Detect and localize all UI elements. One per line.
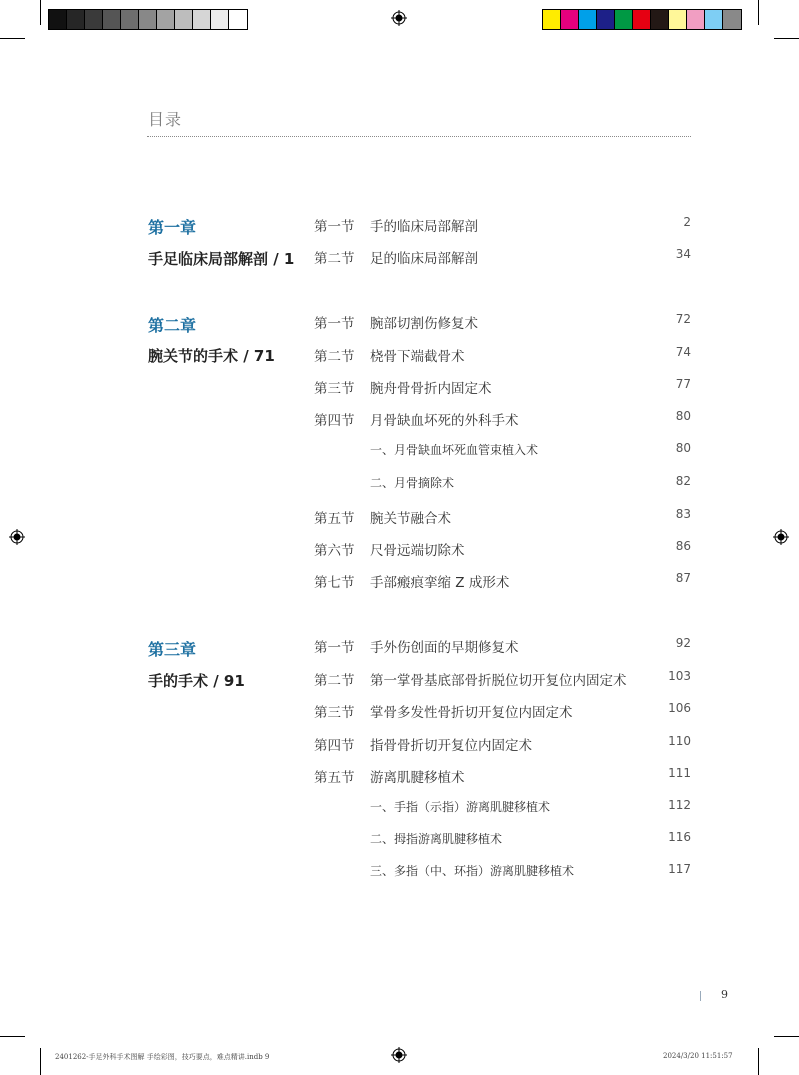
page-number-footer: 9: [721, 988, 728, 1001]
color-swatch: [193, 10, 211, 29]
toc-entry[interactable]: [314, 377, 691, 397]
registration-mark-icon: [391, 1047, 407, 1063]
entry-title: 尺骨远端切除术: [370, 543, 465, 559]
toc-entry[interactable]: [314, 507, 691, 527]
section-label: 第四节: [314, 413, 355, 429]
toc-subentry[interactable]: [314, 862, 691, 882]
page-number: 72: [675, 312, 691, 326]
folio-divider: [700, 991, 701, 1001]
registration-mark-icon: [391, 10, 407, 26]
entry-title: 足的临床局部解剖: [370, 251, 478, 267]
crop-mark: [40, 1048, 41, 1075]
toc-subentry[interactable]: [314, 441, 691, 461]
section-label: 第一节: [314, 640, 355, 656]
section-label: 第三节: [314, 381, 355, 397]
process-color-bar: [542, 9, 742, 30]
page-number: 111: [668, 766, 691, 780]
color-swatch: [597, 10, 615, 29]
color-swatch: [49, 10, 67, 29]
print-slug-filename: 2401262-手足外科手术图解 手绘彩图，技巧要点，难点精讲.indb 9: [55, 1053, 270, 1061]
section-label: 第一节: [314, 219, 355, 235]
entry-title: 一、手指（示指）游离肌腱移植术: [370, 800, 551, 814]
page-number: 106: [668, 701, 691, 715]
page-number: 74: [675, 345, 691, 359]
page-number: 110: [668, 734, 691, 748]
color-swatch: [175, 10, 193, 29]
toc-entry[interactable]: [314, 669, 691, 689]
crop-mark: [774, 1036, 799, 1037]
entry-title: 第一掌骨基底部骨折脱位切开复位内固定术: [370, 673, 627, 689]
page-number: 112: [668, 798, 691, 812]
page-number: 80: [675, 409, 691, 423]
section-label: 第二节: [314, 349, 355, 365]
color-swatch: [687, 10, 705, 29]
toc-title: 目录: [148, 110, 183, 129]
toc-subentry[interactable]: [314, 798, 691, 818]
color-swatch: [561, 10, 579, 29]
entry-title: 二、月骨摘除术: [370, 476, 455, 490]
registration-mark-icon: [773, 529, 789, 545]
color-swatch: [67, 10, 85, 29]
toc-subentry[interactable]: [314, 474, 691, 494]
entry-title: 手的临床局部解剖: [370, 219, 478, 235]
color-swatch: [211, 10, 229, 29]
page-number: 116: [668, 830, 691, 844]
color-swatch: [157, 10, 175, 29]
color-swatch: [103, 10, 121, 29]
color-swatch: [669, 10, 687, 29]
entry-title: 腕关节融合术: [370, 511, 451, 527]
page-number: 34: [675, 247, 691, 261]
grayscale-color-bar: [48, 9, 248, 30]
chapter-title: 腕关节的手术 / 71: [148, 347, 275, 365]
chapter-title: 手的手术 / 91: [148, 672, 245, 690]
entry-title: 一、月骨缺血坏死血管束植入术: [370, 443, 539, 457]
toc-entry[interactable]: [314, 636, 691, 656]
chapter-title: 手足临床局部解剖 / 1: [148, 250, 295, 268]
page-number: 86: [675, 539, 691, 553]
chapter-number: 第一章: [148, 218, 197, 237]
color-swatch: [229, 10, 247, 29]
entry-title: 手外伤创面的早期修复术: [370, 640, 519, 656]
color-swatch: [705, 10, 723, 29]
entry-title: 桡骨下端截骨术: [370, 349, 465, 365]
page-number: 77: [675, 377, 691, 391]
toc-entry[interactable]: [314, 539, 691, 559]
entry-title: 手部瘢痕挛缩 Z 成形术: [370, 575, 510, 591]
toc-entry[interactable]: [314, 766, 691, 786]
toc-subentry[interactable]: [314, 830, 691, 850]
crop-mark: [758, 0, 759, 25]
toc-entry[interactable]: [314, 571, 691, 591]
chapter-number: 第二章: [148, 316, 197, 335]
toc-entry[interactable]: [314, 409, 691, 429]
crop-mark: [758, 1048, 759, 1075]
toc-entry[interactable]: [314, 734, 691, 754]
toc-entry[interactable]: [314, 312, 691, 332]
print-slug-timestamp: 2024/3/20 11:51:57: [663, 1052, 733, 1060]
entry-title: 掌骨多发性骨折切开复位内固定术: [370, 705, 573, 721]
entry-title: 游离肌腱移植术: [370, 770, 465, 786]
crop-mark: [774, 38, 799, 39]
color-swatch: [651, 10, 669, 29]
section-label: 第六节: [314, 543, 355, 559]
toc-entry[interactable]: [314, 345, 691, 365]
color-swatch: [85, 10, 103, 29]
color-swatch: [139, 10, 157, 29]
section-label: 第七节: [314, 575, 355, 591]
page-number: 103: [668, 669, 691, 683]
page-number: 87: [675, 571, 691, 585]
toc-entry[interactable]: [314, 247, 691, 267]
page-number: 80: [675, 441, 691, 455]
crop-mark: [0, 1036, 25, 1037]
color-swatch: [121, 10, 139, 29]
crop-mark: [40, 0, 41, 25]
page-number: 117: [668, 862, 691, 876]
color-swatch: [615, 10, 633, 29]
crop-mark: [0, 38, 25, 39]
section-label: 第四节: [314, 738, 355, 754]
entry-title: 三、多指（中、环指）游离肌腱移植术: [370, 864, 575, 878]
page-number: 2: [683, 215, 691, 229]
page-number: 92: [675, 636, 691, 650]
color-swatch: [723, 10, 741, 29]
color-swatch: [633, 10, 651, 29]
color-swatch: [579, 10, 597, 29]
color-swatch: [543, 10, 561, 29]
toc-entry[interactable]: [314, 701, 691, 721]
toc-divider: [147, 136, 691, 137]
entry-title: 腕舟骨骨折内固定术: [370, 381, 492, 397]
entry-title: 二、拇指游离肌腱移植术: [370, 832, 503, 846]
entry-title: 指骨骨折切开复位内固定术: [370, 738, 532, 754]
section-label: 第五节: [314, 770, 355, 786]
section-label: 第一节: [314, 316, 355, 332]
section-label: 第五节: [314, 511, 355, 527]
section-label: 第二节: [314, 673, 355, 689]
section-label: 第三节: [314, 705, 355, 721]
registration-mark-icon: [9, 529, 25, 545]
section-label: 第二节: [314, 251, 355, 267]
entry-title: 腕部切割伤修复术: [370, 316, 478, 332]
page-number: 83: [675, 507, 691, 521]
entry-title: 月骨缺血坏死的外科手术: [370, 413, 519, 429]
chapter-number: 第三章: [148, 640, 197, 659]
page-number: 82: [675, 474, 691, 488]
toc-entry[interactable]: [314, 215, 691, 235]
